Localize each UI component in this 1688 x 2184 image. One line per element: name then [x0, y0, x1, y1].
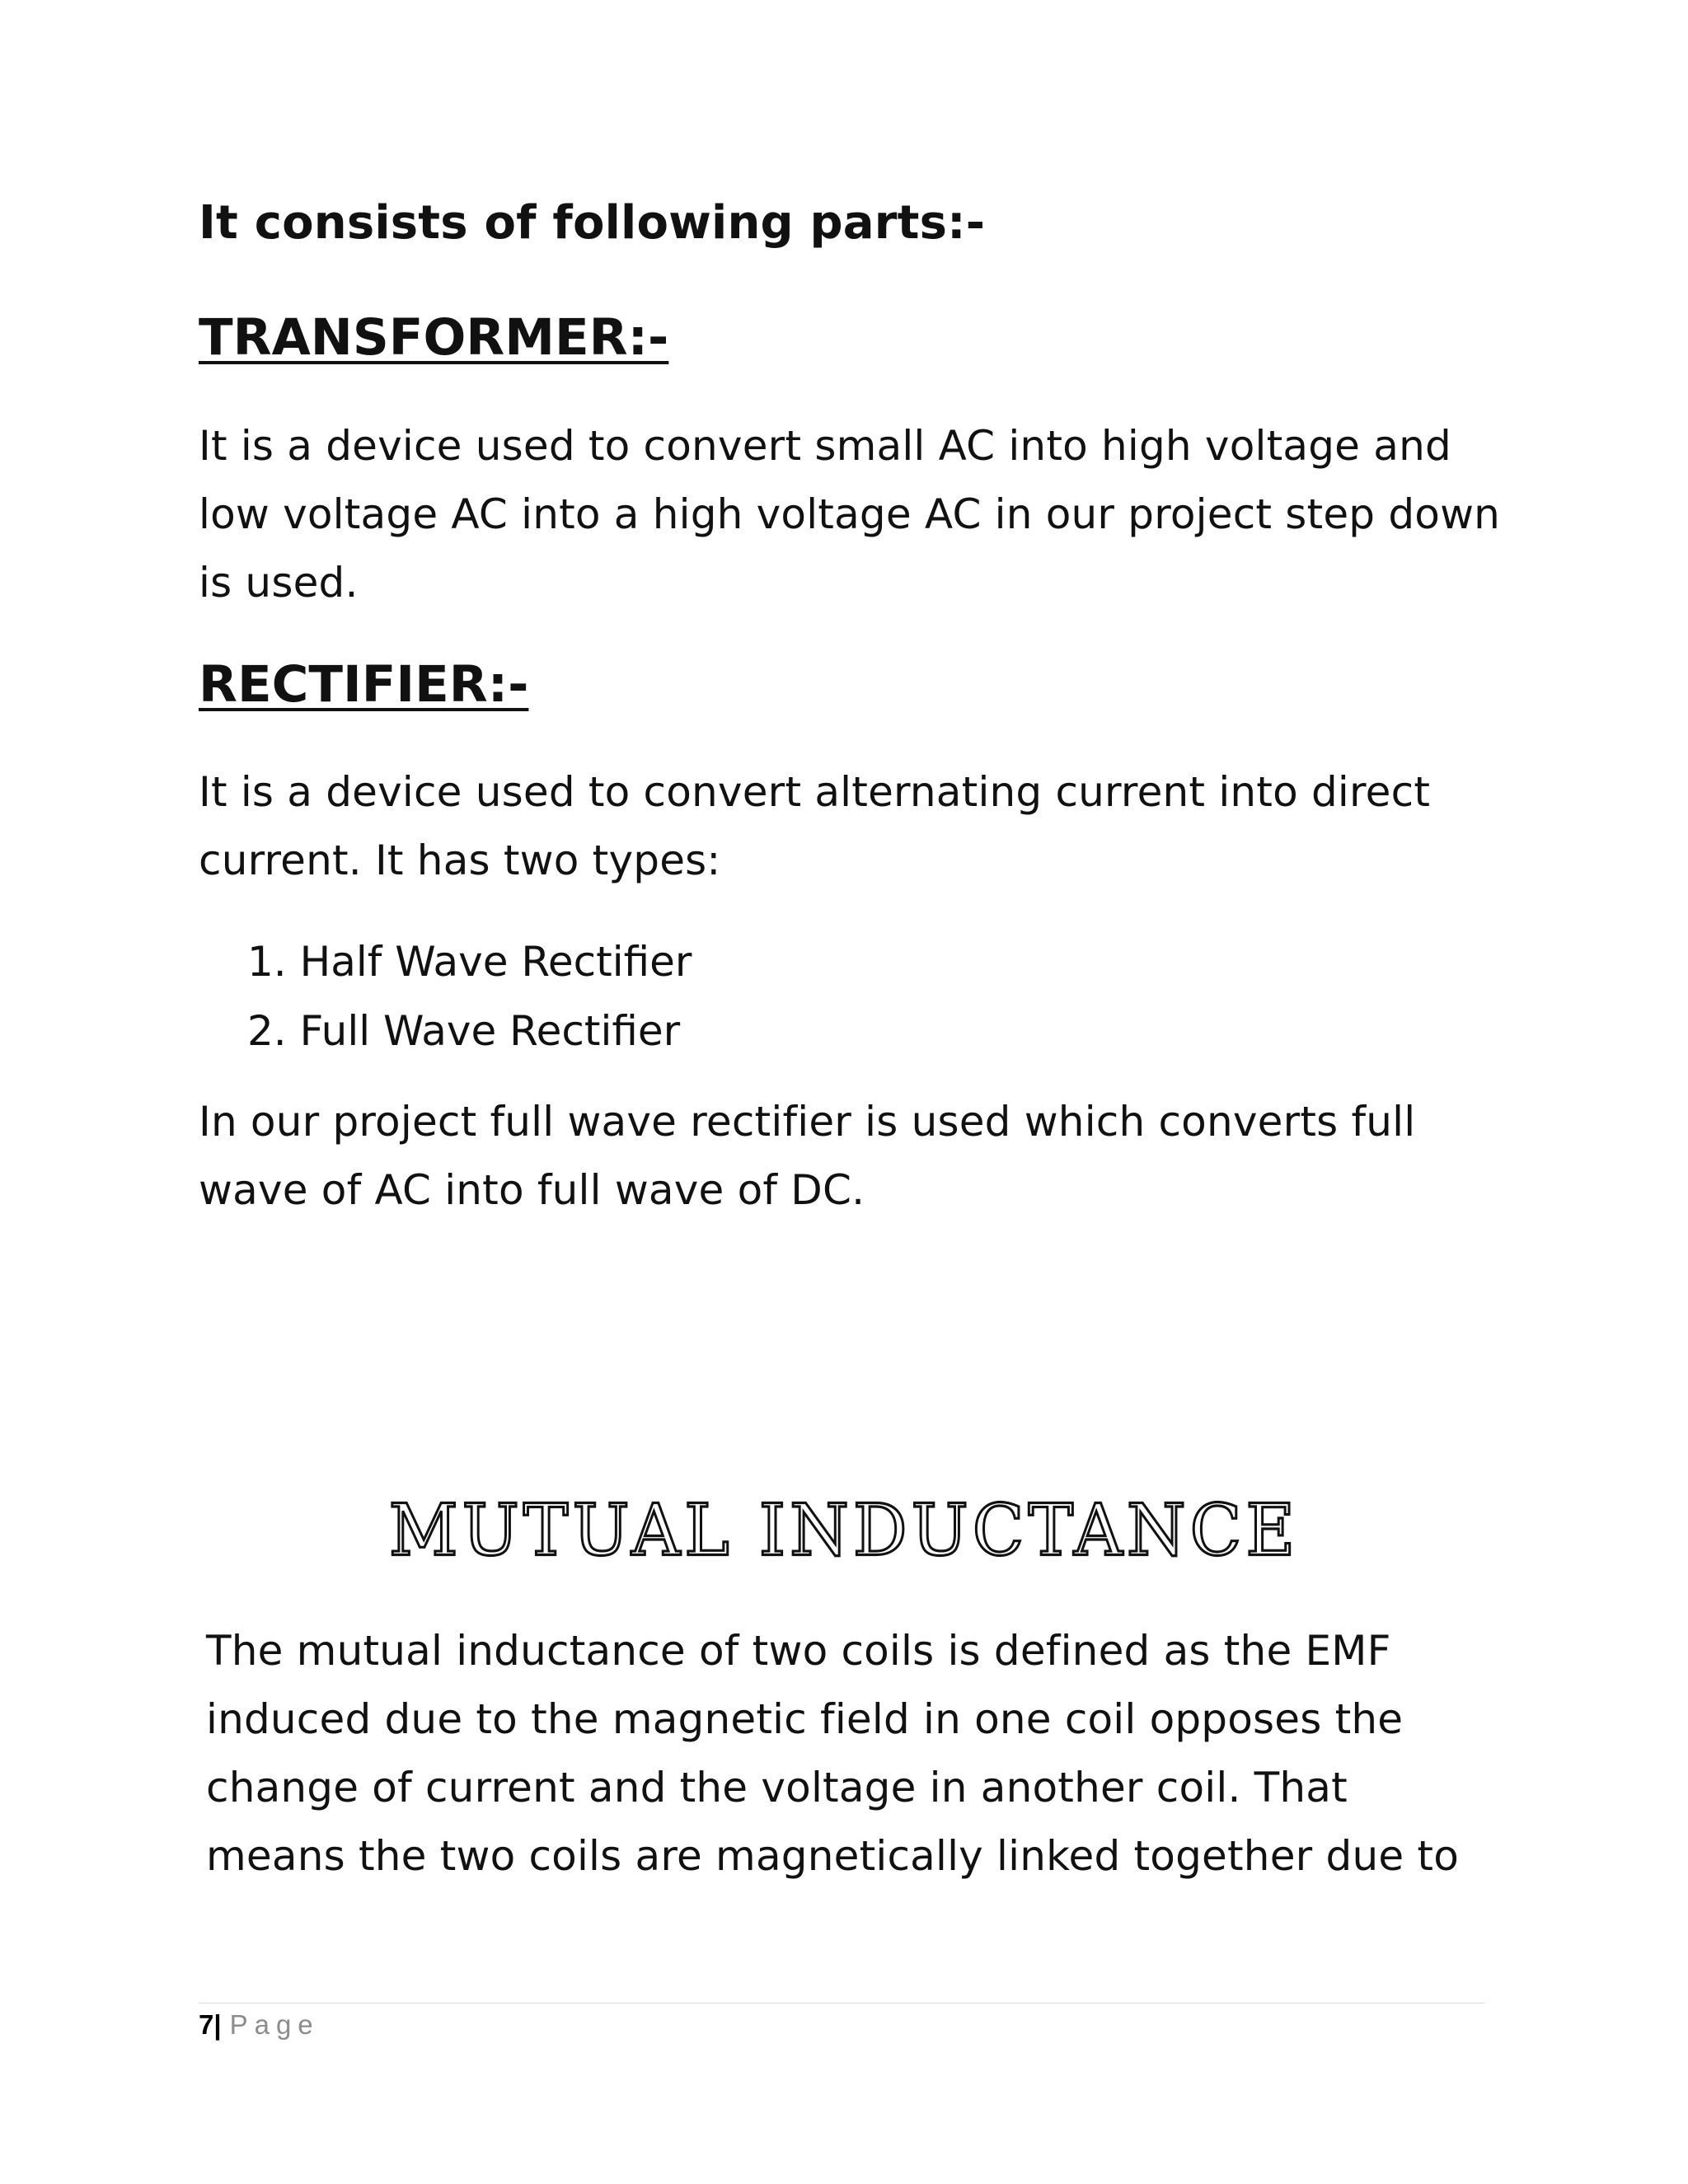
paragraph-line: current. It has two types: — [199, 837, 721, 884]
page-label: Page — [229, 2009, 320, 2040]
rectifier-heading: RECTIFIER:- — [199, 655, 529, 714]
intro-text: It consists of following parts:- — [199, 196, 986, 250]
page-number: 7 — [199, 2009, 214, 2040]
paragraph-line: is used. — [199, 559, 359, 607]
rectifier-types-list — [247, 927, 692, 1066]
page-footer — [199, 2009, 320, 2041]
mutual-inductance-paragraph — [206, 1617, 1525, 1891]
mutual-inductance-title — [0, 1489, 1688, 1572]
paragraph-line: It is a device used to convert small AC into high voltage and — [199, 422, 1451, 470]
list-item: 2. Full Wave Rectifier — [247, 1007, 681, 1055]
transformer-paragraph — [199, 412, 1517, 617]
transformer-heading: TRANSFORMER:- — [199, 308, 669, 367]
paragraph-line: In our project full wave rectifier is used which converts full — [199, 1098, 1416, 1146]
paragraph-line: means the two coils are magnetically linked together due to — [206, 1832, 1459, 1880]
project-rectifier-paragraph — [199, 1088, 1517, 1225]
paragraph-line: The mutual inductance of two coils is defined as the EMF — [206, 1627, 1391, 1675]
footer-separator: | — [213, 2009, 222, 2040]
paragraph-line: low voltage AC into a high voltage AC in our project step down — [199, 490, 1501, 538]
rectifier-paragraph — [199, 758, 1517, 895]
paragraph-line: It is a device used to convert alternating current into direct — [199, 768, 1431, 816]
paragraph-line: induced due to the magnetic field in one coil opposes the — [206, 1695, 1404, 1743]
list-item: 1. Half Wave Rectifier — [247, 938, 692, 986]
footer-divider — [199, 2003, 1484, 2004]
paragraph-line: wave of AC into full wave of DC. — [199, 1166, 865, 1214]
paragraph-line: change of current and the voltage in another coil. That — [206, 1764, 1348, 1811]
title-text: MUTUAL INDUCTANCE — [388, 1489, 1300, 1572]
